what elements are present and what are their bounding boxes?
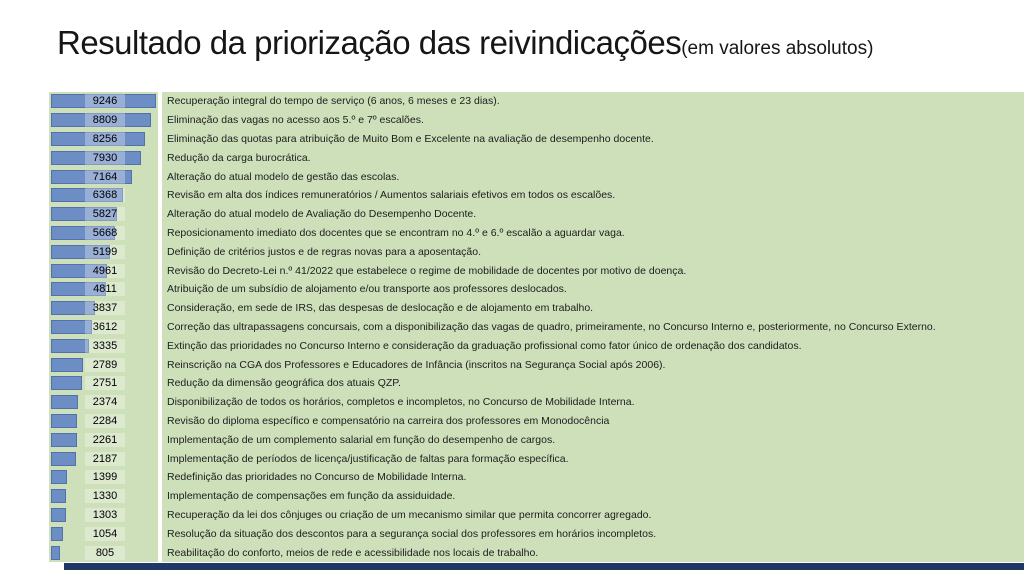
bar-value-label: 5827 [85, 207, 125, 221]
bar-value-label: 5199 [85, 245, 125, 259]
bar-row [49, 299, 158, 318]
priorities-bar-chart [49, 92, 1024, 562]
bottom-accent-bar [64, 563, 1024, 570]
bar-row [49, 186, 158, 205]
bar-value-label: 4961 [85, 264, 125, 278]
bar-row [49, 449, 158, 468]
bar-value-label: 9246 [85, 94, 125, 108]
bar [51, 395, 78, 409]
bar [51, 414, 77, 428]
category-label: Redução da dimensão geográfica dos atuais QZP. [167, 377, 401, 390]
bar [51, 452, 76, 466]
bar-row [49, 374, 158, 393]
bar-row [49, 412, 158, 431]
category-label: Disponibilização de todos os horários, completos e incompletos, no Concurso de Mobilidade Interna. [167, 396, 635, 409]
bar [51, 508, 66, 522]
bar-row [49, 487, 158, 506]
category-label: Revisão do Decreto-Lei n.º 41/2022 que estabelece o regime de mobilidade de docentes por motivo de doença. [167, 264, 687, 277]
bar-value-label: 8809 [85, 113, 125, 127]
category-label: Alteração do atual modelo de gestão das escolas. [167, 170, 400, 183]
bar-value-label: 4811 [85, 282, 125, 296]
category-label: Alteração do atual modelo de Avaliação do Desempenho Docente. [167, 208, 477, 221]
category-label: Resolução da situação dos descontos para a segurança social dos professores em horários incompletos. [167, 527, 657, 540]
bar-value-label: 2751 [85, 376, 125, 390]
bar-value-label: 1054 [85, 527, 125, 541]
category-label: Implementação de um complemento salarial em função do desempenho de cargos. [167, 433, 556, 446]
bar-row [49, 92, 158, 111]
bar-row [49, 261, 158, 280]
chart-bars-column [49, 92, 158, 562]
bar-value-label: 3612 [85, 320, 125, 334]
bar-row [49, 543, 158, 562]
bar-row [49, 468, 158, 487]
title-suffix-text: (em valores absolutos) [681, 38, 874, 59]
bar-value-label: 2789 [85, 358, 125, 372]
bar-row [49, 506, 158, 525]
bar-value-label: 2284 [85, 414, 125, 428]
category-label: Extinção das prioridades no Concurso Interno e consideração da graduação profissional como fator único de ordenação dos candidatos. [167, 339, 802, 352]
bar-value-label: 2374 [85, 395, 125, 409]
category-label: Correção das ultrapassagens concursais, com a disponibilização das vagas de quadro, primeiramente, no Concurso Interno e, posteriormente, no Concurso Externo. [167, 320, 936, 333]
bar-row [49, 336, 158, 355]
bar-value-label: 8256 [85, 132, 125, 146]
bar-value-label: 1303 [85, 508, 125, 522]
bar [51, 339, 89, 353]
category-label: Revisão em alta dos índices remuneratórios / Aumentos salariais efetivos em todos os escalões. [167, 189, 616, 202]
category-label: Implementação de compensações em função da assiduidade. [167, 490, 456, 503]
category-label: Reabilitação do conforto, meios de rede e acessibilidade nos locais de trabalho. [167, 546, 539, 559]
category-label: Eliminação das quotas para atribuição de Muito Bom e Excelente na avaliação de desempenho docente. [167, 132, 654, 145]
category-label: Revisão do diploma específico e compensatório na carreira dos professores em Monodocência [167, 414, 610, 427]
bar-value-label: 6368 [85, 188, 125, 202]
bar-row [49, 393, 158, 412]
bar-row [49, 148, 158, 167]
category-label: Recuperação da lei dos cônjuges ou criação de um mecanismo similar que permita concorrer agregado. [167, 508, 652, 521]
category-label: Reinscrição na CGA dos Professores e Educadores de Infância (inscritos na Segurança Social após 2006). [167, 358, 666, 371]
bar-row [49, 224, 158, 243]
bar-value-label: 3335 [85, 339, 125, 353]
category-label: Reposicionamento imediato dos docentes que se encontram no 4.º e 6.º escalão a aguardar vaga. [167, 226, 625, 239]
bar-row [49, 318, 158, 337]
bar-row [49, 167, 158, 186]
bar-row [49, 130, 158, 149]
category-label: Implementação de períodos de licença/justificação de faltas para formação específica. [167, 452, 569, 465]
bar [51, 358, 83, 372]
bar [51, 527, 63, 541]
category-label: Atribuição de um subsídio de alojamento e/ou transporte aos professores deslocados. [167, 283, 567, 296]
bar-row [49, 205, 158, 224]
bar-row [49, 111, 158, 130]
bar-value-label: 1399 [85, 470, 125, 484]
bar-value-label: 7930 [85, 151, 125, 165]
bar-value-label: 3837 [85, 301, 125, 315]
bar-value-label: 2261 [85, 433, 125, 447]
bar [51, 433, 77, 447]
bar-value-label: 805 [85, 546, 125, 560]
bar [51, 376, 82, 390]
bar-value-label: 2187 [85, 452, 125, 466]
bar-row [49, 355, 158, 374]
bar-value-label: 7164 [85, 170, 125, 184]
category-label: Consideração, em sede de IRS, das despesas de deslocação e de alojamento em trabalho. [167, 302, 594, 315]
category-label: Redefinição das prioridades no Concurso de Mobilidade Interna. [167, 471, 467, 484]
category-label: Recuperação integral do tempo de serviço (6 anos, 6 meses e 23 dias). [167, 95, 500, 108]
bar-value-label: 1330 [85, 489, 125, 503]
title-main-text: Resultado da priorização das reivindicações [57, 24, 682, 61]
page-title [57, 24, 873, 62]
bar-row [49, 242, 158, 261]
bar [51, 546, 60, 560]
bar-value-label: 5668 [85, 226, 125, 240]
bar-row [49, 524, 158, 543]
bar-row [49, 280, 158, 299]
category-label: Eliminação das vagas no acesso aos 5.º e 7º escalões. [167, 114, 424, 127]
category-label: Redução da carga burocrática. [167, 151, 311, 164]
category-label: Definição de critérios justos e de regras novas para a aposentação. [167, 245, 482, 258]
bar-row [49, 430, 158, 449]
chart-labels-column [162, 92, 1024, 562]
bar [51, 489, 66, 503]
bar [51, 470, 67, 484]
